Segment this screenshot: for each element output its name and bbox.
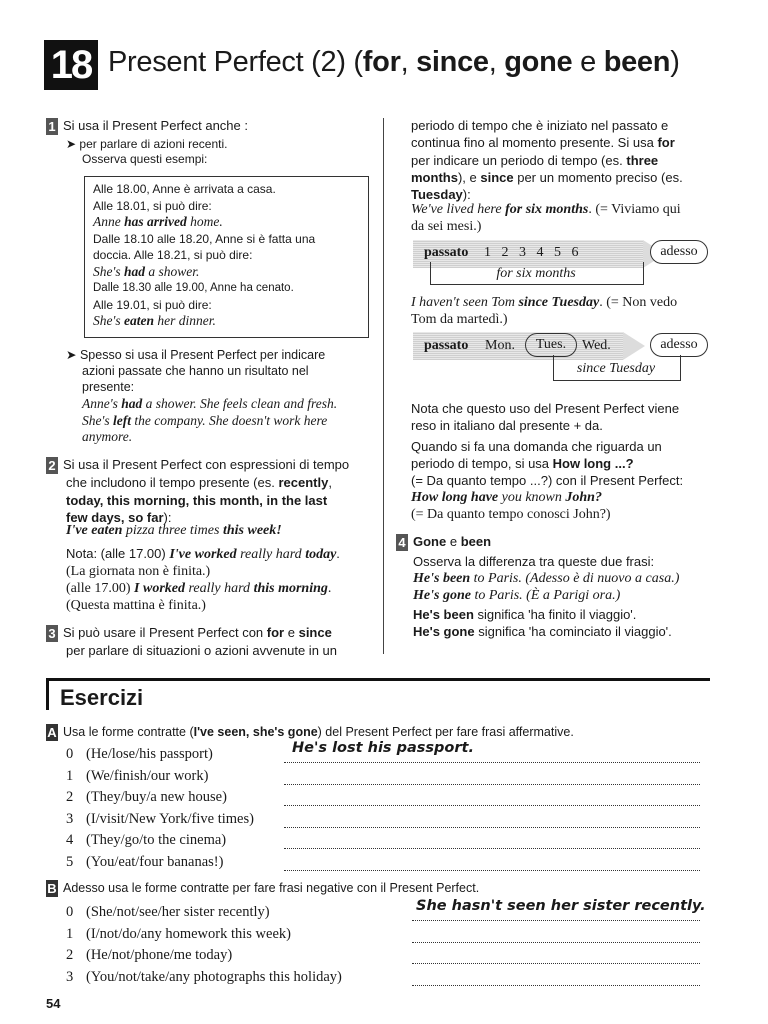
exercise-item — [66, 898, 706, 924]
section-2-nota: Nota: (alle 17.00) I've worked really hard today. (La giornata non è finita.) (alle 17.00) I worked really hard this morning. (Questa mattina è finita.) — [66, 546, 340, 613]
exercise-b-instructions: B Adesso usa le forme contratte per fare frasi negative con il Present Perfect. — [47, 881, 480, 897]
exercise-item-number: 2 — [66, 947, 74, 963]
exercise-item-prompt: (I/visit/New York/five times) — [86, 810, 254, 827]
section-2-number: 2 — [46, 457, 58, 474]
exercise-item-number: 3 — [66, 810, 74, 827]
exercise-item-number: 0 — [66, 746, 74, 762]
arrow-bullet-icon: ➤ — [66, 137, 77, 151]
answer-field[interactable] — [284, 836, 700, 849]
exercise-item-prompt: (You/not/take/any photographs this holiday) — [86, 968, 342, 985]
exercise-item-prompt: (I/not/do/any homework this week) — [86, 925, 291, 942]
section-1-intro: 1 Si usa il Present Perfect anche : — [46, 117, 376, 135]
esercizi-side-bar — [46, 678, 49, 710]
examples-box-content: Alle 18.00, Anne è arrivata a casa. Alle 18.01, si può dire: Anne has arrived home. Dalle 18.10 alle 18.20, Anne si è fatta una doccia. Alle 18.21, si può dire: She's had a shower. Dalle 18.30 alle 19.00, Anne ha cenato. Alle 19.01, si può dire: She's eaten her dinner. — [93, 182, 316, 328]
section-3-start: 3 Si può usare il Present Perfect con for e since per parlare di situazioni o azioni avvenute in un — [46, 624, 382, 659]
exercise-item-prompt: (He/not/phone/me today) — [86, 947, 233, 963]
answer-field[interactable] — [412, 951, 700, 964]
exercise-item — [66, 969, 706, 989]
section-1-examples: Anne's had a shower. She feels clean and fresh. She's left the company. She doesn't work here anymore. — [82, 396, 338, 444]
timeline-for-now: adesso — [650, 240, 708, 264]
esercizi-rule — [46, 678, 710, 681]
handwritten-answer: He's lost his passport. — [292, 740, 474, 756]
exercise-item-number: 5 — [66, 853, 74, 870]
exercise-item-prompt: (We/finish/our work) — [86, 767, 209, 784]
timeline-since-mon: Mon. — [485, 338, 515, 353]
timeline-since-now: adesso — [650, 333, 708, 357]
timeline-for-caption: for six months — [496, 266, 576, 281]
section-2-text: 2 Si usa il Present Perfect con espressioni di tempo che includono il tempo presente (es. recently, today, this morning, this month, in the last few days, so far): — [46, 456, 382, 527]
exercise-a-letter: A — [47, 725, 57, 741]
answer-field[interactable] — [412, 973, 700, 986]
answer-field[interactable] — [412, 930, 700, 943]
unit-number-badge: 18 — [44, 40, 98, 90]
exercise-item — [66, 740, 706, 766]
answer-field[interactable] — [284, 858, 700, 871]
section-3-example-1: We've lived here for six months. (= Viviamo qui da sei mesi.) — [411, 202, 681, 234]
section-3-nota: Nota che questo uso del Present Perfect viene reso in italiano dal presente + da. Quando si fa una domanda che riguarda un periodo di tempo, si usa How long ...? (= Da quanto tempo ...?) con il Present Perfect: How long have you known John? (= Da quanto tempo conosci John?) — [411, 401, 684, 522]
timeline-since-caption: since Tuesday — [576, 361, 656, 376]
section-2-example: I've eaten pizza three times this week! — [66, 523, 282, 538]
exercise-a-instructions: A Usa le forme contratte (I've seen, she's gone) del Present Perfect per fare frasi affermative. — [47, 725, 574, 741]
answer-field[interactable] — [284, 772, 700, 785]
section-4-title: 4 Gone e been — [396, 533, 491, 551]
handwritten-answer: She hasn't seen her sister recently. — [416, 898, 706, 914]
exercise-item — [66, 832, 706, 852]
section-3-number: 3 — [46, 625, 58, 642]
timeline-since-label: passato — [424, 338, 469, 353]
section-1-bullet-2: ➤ Spesso si usa il Present Perfect per indicare azioni passate che hanno un risultato nel presente: — [66, 348, 326, 394]
section-1-number: 1 — [46, 118, 58, 135]
exercise-item-number: 1 — [66, 925, 74, 942]
exercise-item — [66, 926, 706, 946]
exercise-item — [66, 768, 706, 788]
timeline-for-numbers: 1 2 3 4 5 6 — [484, 245, 579, 260]
arrow-bullet-icon: ➤ — [66, 348, 77, 362]
timeline-for-label: passato — [424, 245, 469, 260]
exercise-item-number: 2 — [66, 789, 74, 805]
exercise-item-number: 1 — [66, 767, 74, 784]
exercise-item — [66, 811, 706, 831]
page-title: Present Perfect (2) (for, since, gone e been) — [108, 46, 680, 78]
exercise-item — [66, 854, 706, 874]
section-4-number: 4 — [396, 534, 408, 551]
exercise-item-prompt: (He/lose/his passport) — [86, 746, 213, 762]
section-4-body: Osserva la differenza tra queste due frasi: He's been to Paris. (Adesso è di nuovo a casa.) He's gone to Paris. (È a Parigi ora.) He's been significa 'ha finito il viaggio'. He's gone significa 'ha cominciato il viaggio'. — [413, 554, 680, 639]
section-3-example-2: I haven't seen Tom since Tuesday. (= Non vedo Tom da martedì.) — [411, 295, 678, 327]
timeline-since-tues: Tues. — [525, 333, 577, 357]
exercise-item-prompt: (You/eat/four bananas!) — [86, 853, 224, 870]
exercise-item-prompt: (She/not/see/her sister recently) — [86, 904, 270, 920]
exercise-item — [66, 789, 706, 809]
exercise-item-prompt: (They/go/to the cinema) — [86, 832, 227, 848]
exercise-item-number: 0 — [66, 904, 74, 920]
exercise-item-prompt: (They/buy/a new house) — [86, 789, 227, 805]
exercise-item-number: 3 — [66, 968, 74, 985]
section-1-bullet-1: ➤ per parlare di azioni recenti. Osserva questi esempi: — [66, 137, 228, 166]
page-number: 54 — [46, 996, 61, 1011]
timeline-since-wed: Wed. — [582, 338, 611, 353]
answer-field[interactable] — [284, 815, 700, 828]
exercise-item — [66, 947, 706, 967]
answer-field[interactable] — [284, 793, 700, 806]
section-3-continued: periodo di tempo che è iniziato nel passato e continua fino al momento presente. Si usa for per indicare un periodo di tempo (es. three months), e since per un momento preciso (es. Tuesday): — [411, 118, 683, 203]
esercizi-heading: Esercizi — [60, 685, 144, 710]
exercise-item-number: 4 — [66, 832, 74, 848]
exercise-b-letter: B — [47, 881, 57, 897]
